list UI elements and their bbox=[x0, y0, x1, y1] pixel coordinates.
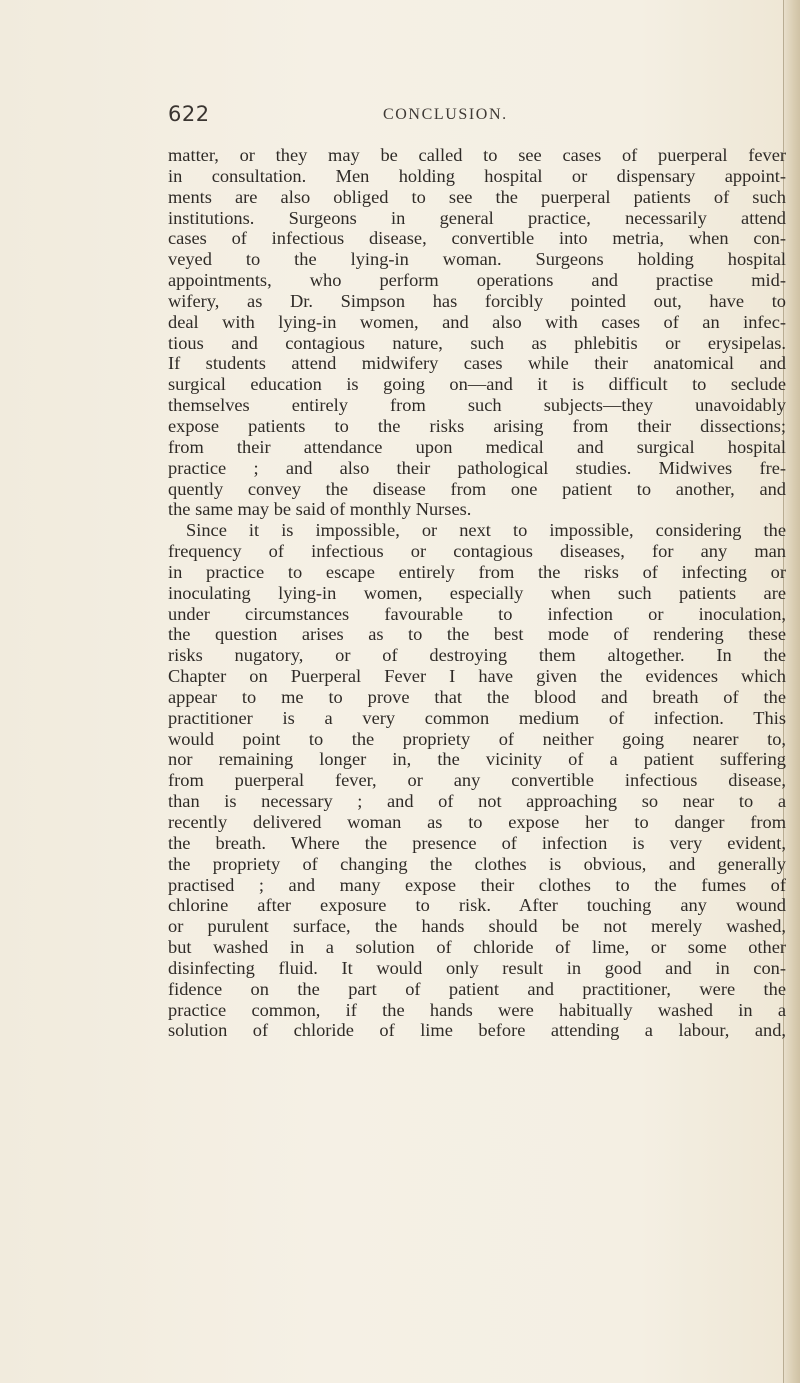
text-line: Since it is impossible, or next to impossible, considering the bbox=[186, 520, 786, 541]
text-line: the same may be said of monthly Nurses. bbox=[168, 499, 472, 520]
text-line: in practice to escape entirely from the risks of infecting or bbox=[168, 561, 786, 582]
text-line: appointments, who perform operations and practise mid- bbox=[168, 270, 786, 291]
text-line: or purulent surface, the hands should be not merely washed, bbox=[168, 916, 786, 937]
text-line: nor remaining longer in, the vicinity of a patient suffering bbox=[168, 749, 786, 770]
text-line: matter, or they may be called to see cases of puerperal fever bbox=[168, 145, 786, 165]
text-line: in consultation. Men holding hospital or dispensary appoint- bbox=[168, 165, 786, 186]
text-line: recently delivered woman as to expose her to danger from bbox=[168, 812, 786, 832]
text-line: appear to me to prove that the blood and breath of the bbox=[168, 686, 786, 707]
text-line: expose patients to the risks arising from their dissections; bbox=[168, 415, 786, 436]
text-line: disinfecting fluid. It would only result in good and in con- bbox=[168, 957, 786, 978]
text-line: would point to the propriety of neither going nearer to, bbox=[168, 728, 786, 749]
text-line: wifery, as Dr. Simpson has forcibly pointed out, have to bbox=[168, 290, 786, 311]
text-line: Chapter on Puerperal Fever I have given the evidences which bbox=[168, 666, 786, 687]
text-line: chlorine after exposure to risk. After touching any wound bbox=[168, 895, 786, 916]
text-line: surgical education is going on—and it is difficult to seclude bbox=[168, 374, 786, 395]
page-header bbox=[168, 102, 786, 128]
text-line: If students attend midwifery cases while their anatomical and bbox=[168, 353, 786, 374]
text-line: but washed in a solution of chloride of lime, or some other bbox=[168, 937, 786, 958]
text-line: the question arises as to the best mode of rendering these bbox=[168, 624, 786, 645]
text-line: quently convey the disease from one patient to another, and bbox=[168, 478, 786, 499]
text-line: deal with lying-in women, and also with cases of an infec- bbox=[168, 311, 786, 332]
text-line: under circumstances favourable to infection or inoculation, bbox=[168, 603, 786, 624]
text-line: veyed to the lying-in woman. Surgeons holding hospital bbox=[168, 249, 786, 270]
text-line: fidence on the part of patient and practitioner, were the bbox=[168, 978, 786, 999]
text-line: practice ; and also their pathological studies. Midwives fre- bbox=[168, 457, 786, 478]
text-line: cases of infectious disease, convertible into metria, when con- bbox=[168, 228, 786, 249]
text-line: inoculating lying-in women, especially when such patients are bbox=[168, 582, 786, 603]
text-line: practised ; and many expose their clothes to the fumes of bbox=[168, 874, 786, 895]
text-line: practice common, if the hands were habitually washed in a bbox=[168, 999, 786, 1020]
text-line: tious and contagious nature, such as phlebitis or erysipelas. bbox=[168, 332, 786, 353]
body-text bbox=[168, 145, 786, 1041]
text-line: from puerperal fever, or any convertible infectious disease, bbox=[168, 770, 786, 791]
text-line: ments are also obliged to see the puerperal patients of such bbox=[168, 186, 786, 207]
text-line: from their attendance upon medical and surgical hospital bbox=[168, 436, 786, 457]
text-line: solution of chloride of lime before attending a labour, and, bbox=[168, 1020, 786, 1041]
text-line: the breath. Where the presence of infection is very evident, bbox=[168, 832, 786, 853]
text-line: risks nugatory, or of destroying them altogether. In the bbox=[168, 645, 786, 666]
text-line: the propriety of changing the clothes is obvious, and generally bbox=[168, 853, 786, 874]
text-line: than is necessary ; and of not approaching so near to a bbox=[168, 791, 786, 812]
page-number: 622 bbox=[168, 102, 210, 126]
text-line: frequency of infectious or contagious diseases, for any man bbox=[168, 541, 786, 562]
text-line: practitioner is a very common medium of infection. This bbox=[168, 707, 786, 728]
running-head: CONCLUSION. bbox=[383, 106, 508, 123]
text-line: themselves entirely from such subjects—they unavoidably bbox=[168, 395, 786, 416]
text-line: institutions. Surgeons in general practice, necessarily attend bbox=[168, 207, 786, 228]
